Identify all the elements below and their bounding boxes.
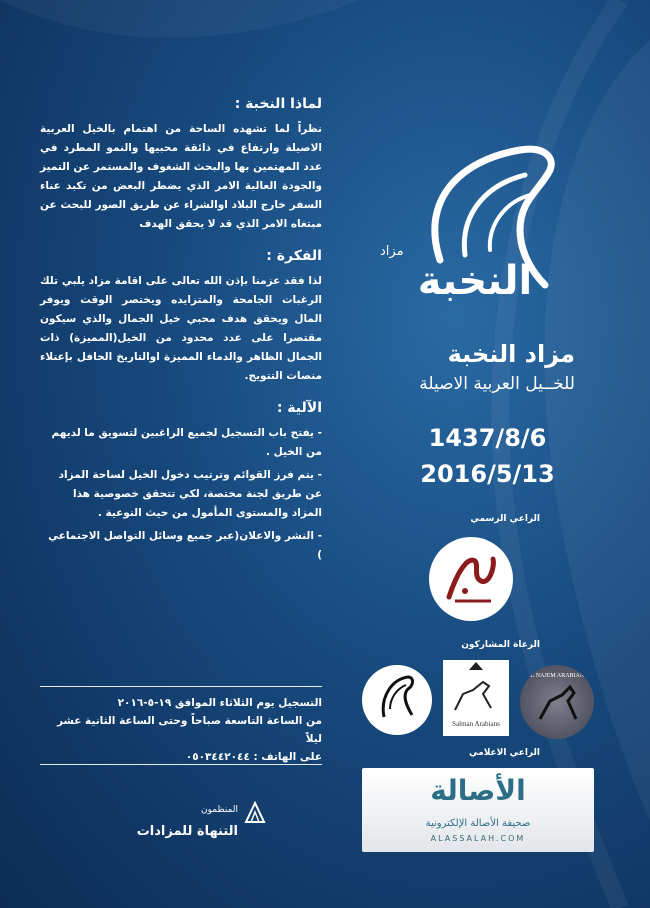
organizer	[128, 800, 268, 850]
list-item: - يتم فرز القوائم وترتيب دخول الخيل لساحة المزاد عن طريق لجنة مختصة، لكي تتحقق خصوصية هذا المزاد والمستوى المأمول من حيث النوعية .	[58, 469, 322, 519]
date-gregorian: 2016/5/13	[420, 460, 555, 488]
divider-bottom	[40, 764, 322, 765]
auction-logo	[370, 140, 580, 320]
registration-line: التسجيل يوم الثلاثاء الموافق ١٩-٥-٢٠١٦	[117, 697, 322, 709]
mechanism-title: الآلية :	[276, 400, 322, 416]
horse-head-icon	[362, 665, 432, 735]
registration-info	[40, 694, 322, 766]
media-sponsor-label: الراعي الاعلامي	[469, 748, 540, 758]
partner-logo-3	[520, 665, 594, 739]
calligraphy-logo-icon	[429, 537, 513, 621]
media-name: الأصالة	[430, 774, 526, 807]
idea-text: لذا فقد عزمنا بإذن الله تعالى على اقامة مزاد يلبي تلك الرغبات الجامحة والمتزايده ويختصر الوقت ويوفر المال ويحقق هدف محبي خيل الجمال والذي سيكون مقتصرا على عدد محدود من الخيل(المميزة) ذات الجمال الظاهر والدماء المميزة اوالتاريخ الحافل بإعتلاء منصات التتويج.	[40, 275, 322, 382]
organizer-logo-icon	[242, 800, 268, 826]
registration-line: من الساعة التاسعة صباحاً وحتى الساعة الثانية عشر ليلاً	[57, 715, 322, 745]
partner-logo-2	[443, 660, 509, 736]
organizer-name: التنهاة للمزادات	[136, 824, 238, 839]
media-url: ALASSALAH.COM	[430, 834, 526, 843]
logo-small-text: مزاد	[380, 244, 404, 259]
why-title: لماذا النخبة :	[234, 96, 322, 112]
partner-sponsors-label: الرعاة المشاركون	[461, 640, 540, 650]
partner-2-caption: Salman Arabians	[452, 720, 500, 728]
registration-line: على الهاتف : ٠٥٠٣٤٤٢٠٤٤	[185, 751, 322, 763]
list-item: - يفتح باب التسجيل لجميع الراغبين لتسويق ما لديهم من الخيل .	[51, 427, 322, 458]
idea-title: الفكرة :	[266, 248, 322, 264]
list-item: - النشر والاعلان(عبر جميع وسائل التواصل الاجتماعي )	[48, 530, 322, 561]
logo-text: النخبة	[417, 258, 533, 304]
why-text: نظراً لما تشهده الساحة من اهتمام بالخيل العربية الاصيلة وارتفاع في ذائقة محبيها والنمو المطرد في عدد المهتمين بها والبحث الشغوف والمستمر عن التميز والجودة العالية الامر الذي يضطر البعض من تكبد عناء السفر خارج البلاد اوالشراء عن طريق الصور للبحث عن مبتغاه الامر الذي قد لا يحقق الهدف	[40, 123, 322, 230]
official-sponsor-label: الراعي الرسمي	[470, 514, 540, 524]
event-subtitle: للخــيل العربية الاصيلة	[419, 374, 575, 394]
left-column	[40, 96, 322, 569]
partner-logo-1	[362, 665, 432, 735]
media-sponsor-logo	[362, 768, 594, 852]
official-sponsor-logo	[429, 537, 513, 621]
partner-3-text: AL NAJEM ARABIANS	[526, 673, 588, 679]
horse-figure-icon	[443, 660, 509, 720]
event-title: مزاد النخبة	[447, 340, 575, 368]
mechanism-list	[40, 424, 322, 565]
divider-top	[40, 686, 322, 687]
date-hijri: 1437/8/6	[428, 424, 547, 452]
media-description: صحيفة الأصالة الإلكترونية	[425, 818, 531, 829]
organizer-label: المنظمون	[200, 805, 238, 815]
